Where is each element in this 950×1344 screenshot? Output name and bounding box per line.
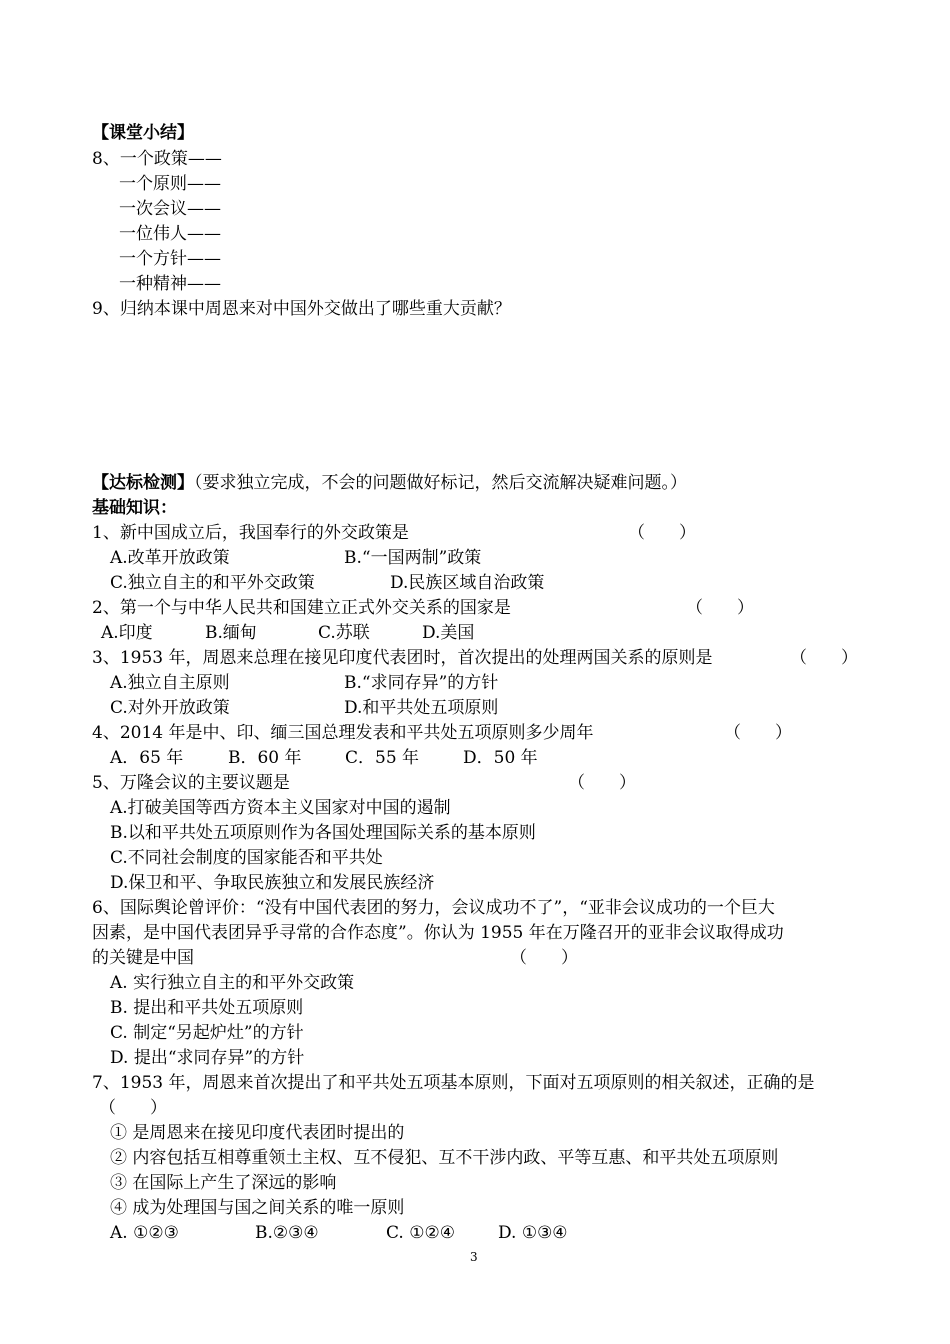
q7-option-b: B.②③④ [255, 1223, 319, 1243]
q3-option-a: A.独立自主原则 [110, 673, 230, 693]
test-heading: 【达标检测】 [92, 473, 194, 493]
q5-option-d: D.保卫和平、争取民族独立和发展民族经济 [110, 873, 435, 893]
q6-stem-line: 因素，是中国代表团异乎寻常的合作态度”。你认为 1955 年在万隆召开的亚非会议取得成功 [92, 923, 784, 943]
q8-line: 一种精神—— [119, 274, 221, 294]
q3-option-c: C.对外开放政策 [110, 698, 230, 718]
q3-stem: 3、1953 年，周恩来总理在接见印度代表团时，首次提出的处理两国关系的原则是 [92, 648, 713, 668]
q8-line: 一个方针—— [119, 249, 221, 269]
q4-option-a: A．65 年 [110, 748, 184, 768]
q7-option-a: A. ①②③ [110, 1223, 179, 1243]
q5-option-b: B.以和平共处五项原则作为各国处理国际关系的基本原则 [110, 823, 536, 843]
q6-option-b: B. 提出和平共处五项原则 [110, 998, 304, 1018]
q7-statement: ① 是周恩来在接见印度代表团时提出的 [110, 1123, 405, 1143]
q2-option-d: D.美国 [422, 623, 475, 643]
q1-option-b: B.“一国两制”政策 [344, 548, 482, 568]
q7-answer-paren: （ ） [99, 1098, 167, 1118]
q8-line: 一次会议—— [119, 199, 221, 219]
q2-option-b: B.缅甸 [205, 623, 257, 643]
q6-stem-line: 6、国际舆论曾评价：“没有中国代表团的努力，会议成功不了”，“亚非会议成功的一个巨大 [92, 898, 775, 918]
q4-option-b: B．60 年 [228, 748, 302, 768]
q1-option-a: A.改革开放政策 [110, 548, 230, 568]
q6-option-c: C. 制定“另起炉灶”的方针 [110, 1023, 304, 1043]
q5-answer-paren: （ ） [568, 773, 636, 793]
q3-option-d: D.和平共处五项原则 [344, 698, 499, 718]
q4-option-d: D．50 年 [463, 748, 538, 768]
test-instruction: （要求独立完成，不会的问题做好标记，然后交流解决疑难问题。） [194, 473, 687, 493]
q5-stem: 5、万隆会议的主要议题是 [92, 773, 290, 793]
q7-option-d: D. ①③④ [498, 1223, 568, 1243]
q5-option-c: C.不同社会制度的国家能否和平共处 [110, 848, 383, 868]
summary-heading: 【课堂小结】 [92, 123, 194, 143]
q6-option-a: A. 实行独立自主的和平外交政策 [110, 973, 355, 993]
q2-answer-paren: （ ） [686, 598, 754, 618]
q9-question: 9、归纳本课中周恩来对中国外交做出了哪些重大贡献？ [92, 299, 511, 319]
q6-option-d: D. 提出“求同存异”的方针 [110, 1048, 305, 1068]
q2-stem: 2、第一个与中华人民共和国建立正式外交关系的国家是 [92, 598, 511, 618]
q1-stem: 1、新中国成立后，我国奉行的外交政策是 [92, 523, 409, 543]
page-number: 3 [470, 1250, 478, 1264]
q7-statement: ③ 在国际上产生了深远的影响 [110, 1173, 337, 1193]
q3-answer-paren: （ ） [790, 648, 858, 668]
q2-option-a: A.印度 [101, 623, 153, 643]
q5-option-a: A.打破美国等西方资本主义国家对中国的遏制 [110, 798, 451, 818]
q4-option-c: C．55 年 [345, 748, 420, 768]
q4-stem: 4、2014 年是中、印、缅三国总理发表和平共处五项原则多少周年 [92, 723, 594, 743]
q3-option-b: B.“求同存异”的方针 [344, 673, 499, 693]
q7-statement: ② 内容包括互相尊重领土主权、互不侵犯、互不干涉内政、平等互惠、和平共处五项原则 [110, 1148, 779, 1168]
basic-knowledge-label: 基础知识： [92, 498, 177, 518]
q7-statement: ④ 成为处理国与国之间关系的唯一原则 [110, 1198, 405, 1218]
q4-answer-paren: （ ） [724, 723, 792, 743]
q2-option-c: C.苏联 [318, 623, 370, 643]
q7-stem: 7、1953 年，周恩来首次提出了和平共处五项基本原则，下面对五项原则的相关叙述，正确的是 [92, 1073, 815, 1093]
test-heading-line [92, 471, 687, 495]
q8-line: 8、一个政策—— [92, 149, 222, 169]
q6-answer-paren: （ ） [510, 948, 578, 968]
q1-answer-paren: （ ） [628, 523, 696, 543]
q1-option-c: C.独立自主的和平外交政策 [110, 573, 315, 593]
q8-line: 一位伟人—— [119, 224, 221, 244]
q6-stem-line: 的关键是中国 [92, 948, 194, 968]
q7-option-c: C. ①②④ [386, 1223, 455, 1243]
q8-line: 一个原则—— [119, 174, 221, 194]
q1-option-d: D.民族区域自治政策 [390, 573, 545, 593]
